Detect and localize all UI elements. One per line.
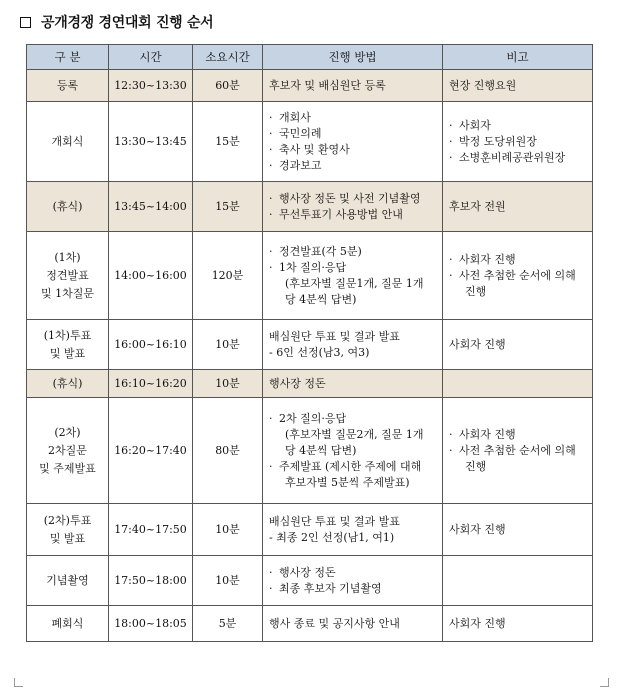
cell-time: 16:10~16:20 bbox=[109, 370, 193, 398]
table-row bbox=[27, 370, 593, 398]
cell-note bbox=[443, 102, 593, 182]
bullet-item: · 사회자 bbox=[447, 118, 588, 134]
text-line: 현장 진행요원 bbox=[449, 78, 517, 92]
gubun-line: 정견발표 bbox=[46, 268, 89, 282]
cell-gubun bbox=[27, 232, 109, 320]
bullet-item: · 사회자 진행 bbox=[447, 252, 588, 268]
table-row bbox=[27, 232, 593, 320]
bullet-item: · 사회자 진행 bbox=[447, 427, 588, 443]
table-row bbox=[27, 606, 593, 642]
bullet-item: · 2차 질의·응답 bbox=[267, 411, 438, 427]
cell-gubun bbox=[27, 556, 109, 606]
schedule-table bbox=[26, 44, 593, 642]
table-row bbox=[27, 556, 593, 606]
table-row bbox=[27, 182, 593, 232]
cell-method bbox=[263, 70, 443, 102]
header-time: 시간 bbox=[109, 45, 193, 70]
bullet-item: · 소병훈비례공관위원장 bbox=[447, 150, 588, 166]
cell-duration: 10분 bbox=[193, 320, 263, 370]
bullet-item: · 주제발표 (제시한 주제에 대해 bbox=[267, 459, 438, 475]
cell-method bbox=[263, 398, 443, 504]
cell-note bbox=[443, 606, 593, 642]
bullet-item: · 개회사 bbox=[267, 110, 438, 126]
gubun-line: (1차) bbox=[54, 250, 81, 264]
bullet-item: · 최종 후보자 기념촬영 bbox=[267, 581, 438, 597]
table-row bbox=[27, 504, 593, 556]
page-title bbox=[20, 10, 213, 34]
text-line: 행사장 정돈 bbox=[269, 376, 326, 390]
bullet-item: · 1차 질의·응답 bbox=[267, 260, 438, 276]
text-line: 사회자 진행 bbox=[449, 616, 506, 630]
header-note: 비고 bbox=[443, 45, 593, 70]
continuation-line: 후보자별 5분씩 주제발표) bbox=[285, 475, 410, 489]
cell-duration: 60분 bbox=[193, 70, 263, 102]
cell-time: 14:00~16:00 bbox=[109, 232, 193, 320]
gubun-line: 및 1차질문 bbox=[41, 286, 94, 300]
cell-method bbox=[263, 370, 443, 398]
cell-method bbox=[263, 182, 443, 232]
gubun-line: 2차질문 bbox=[48, 443, 87, 457]
text-line: - 6인 선정(남3, 여3) bbox=[269, 345, 370, 359]
cell-duration: 15분 bbox=[193, 182, 263, 232]
gubun-line: (2차)투표 bbox=[43, 513, 92, 527]
gubun-line: (1차)투표 bbox=[43, 328, 92, 342]
checkbox-square-icon bbox=[20, 17, 31, 28]
page-corner-mark bbox=[600, 678, 609, 687]
cell-note bbox=[443, 232, 593, 320]
gubun-line: (휴식) bbox=[52, 376, 83, 390]
bullet-item: · 행사장 정돈 bbox=[267, 565, 438, 581]
cell-method bbox=[263, 320, 443, 370]
gubun-line: 및 주제발표 bbox=[39, 461, 96, 475]
cell-time: 16:20~17:40 bbox=[109, 398, 193, 504]
bullet-item: · 행사장 정돈 및 사전 기념촬영 bbox=[267, 191, 438, 207]
title-text: 공개경쟁 경연대회 진행 순서 bbox=[41, 15, 214, 31]
cell-duration: 10분 bbox=[193, 504, 263, 556]
header-method: 진행 방법 bbox=[263, 45, 443, 70]
gubun-line: 기념촬영 bbox=[46, 573, 89, 587]
cell-note bbox=[443, 182, 593, 232]
cell-duration: 10분 bbox=[193, 370, 263, 398]
continuation-line: (후보자별 질문1개, 질문 1개 bbox=[285, 276, 424, 290]
gubun-line: 폐회식 bbox=[51, 616, 84, 630]
text-line: 배심원단 투표 및 결과 발표 bbox=[269, 514, 400, 528]
cell-duration: 10분 bbox=[193, 556, 263, 606]
gubun-line: (휴식) bbox=[52, 199, 83, 213]
cell-time: 13:45~14:00 bbox=[109, 182, 193, 232]
gubun-line: (2차) bbox=[54, 425, 81, 439]
continuation-line: (후보자별 질문2개, 질문 1개 bbox=[285, 427, 424, 441]
cell-gubun bbox=[27, 606, 109, 642]
gubun-line: 및 발표 bbox=[49, 531, 86, 545]
gubun-line: 개회식 bbox=[51, 134, 84, 148]
cell-note bbox=[443, 320, 593, 370]
header-duration: 소요시간 bbox=[193, 45, 263, 70]
cell-method bbox=[263, 232, 443, 320]
continuation-line: 당 4분씩 답변) bbox=[285, 443, 357, 457]
cell-note bbox=[443, 370, 593, 398]
bullet-item: · 박정 도당위원장 bbox=[447, 134, 588, 150]
cell-method bbox=[263, 606, 443, 642]
continuation-line: 진행 bbox=[465, 459, 487, 473]
cell-gubun bbox=[27, 320, 109, 370]
cell-time: 16:00~16:10 bbox=[109, 320, 193, 370]
text-line: 사회자 진행 bbox=[449, 337, 506, 351]
cell-gubun bbox=[27, 398, 109, 504]
cell-duration: 80분 bbox=[193, 398, 263, 504]
header-row bbox=[27, 45, 593, 70]
text-line: 후보자 전원 bbox=[449, 199, 506, 213]
bullet-item: · 국민의례 bbox=[267, 126, 438, 142]
table-row bbox=[27, 320, 593, 370]
cell-time: 17:50~18:00 bbox=[109, 556, 193, 606]
gubun-line: 및 발표 bbox=[49, 346, 86, 360]
cell-gubun bbox=[27, 504, 109, 556]
bullet-item: · 무선투표기 사용방법 안내 bbox=[267, 207, 438, 223]
bullet-item: · 정견발표(각 5분) bbox=[267, 244, 438, 260]
bullet-item: · 축사 및 환영사 bbox=[267, 142, 438, 158]
table-row bbox=[27, 102, 593, 182]
text-line: 행사 종료 및 공지사항 안내 bbox=[269, 616, 400, 630]
cell-note bbox=[443, 504, 593, 556]
cell-time: 13:30~13:45 bbox=[109, 102, 193, 182]
cell-gubun bbox=[27, 182, 109, 232]
cell-note bbox=[443, 556, 593, 606]
continuation-line: 진행 bbox=[465, 284, 487, 298]
cell-method bbox=[263, 556, 443, 606]
cell-gubun bbox=[27, 370, 109, 398]
cell-duration: 120분 bbox=[193, 232, 263, 320]
table-row bbox=[27, 70, 593, 102]
cell-time: 18:00~18:05 bbox=[109, 606, 193, 642]
continuation-line: 당 4분씩 답변) bbox=[285, 292, 357, 306]
cell-note bbox=[443, 398, 593, 504]
table-row bbox=[27, 398, 593, 504]
text-line: - 최종 2인 선정(남1, 여1) bbox=[269, 530, 395, 544]
cell-note bbox=[443, 70, 593, 102]
page-corner-mark bbox=[14, 678, 23, 687]
cell-duration: 15분 bbox=[193, 102, 263, 182]
cell-time: 12:30~13:30 bbox=[109, 70, 193, 102]
bullet-item: · 경과보고 bbox=[267, 158, 438, 174]
bullet-item: · 사전 추첨한 순서에 의해 bbox=[447, 268, 588, 284]
cell-gubun bbox=[27, 102, 109, 182]
header-gubun: 구 분 bbox=[27, 45, 109, 70]
text-line: 후보자 및 배심원단 등록 bbox=[269, 78, 386, 92]
cell-method bbox=[263, 102, 443, 182]
cell-duration: 5분 bbox=[193, 606, 263, 642]
text-line: 배심원단 투표 및 결과 발표 bbox=[269, 329, 400, 343]
bullet-item: · 사전 추첨한 순서에 의해 bbox=[447, 443, 588, 459]
cell-method bbox=[263, 504, 443, 556]
text-line: 사회자 진행 bbox=[449, 522, 506, 536]
cell-gubun bbox=[27, 70, 109, 102]
gubun-line: 등록 bbox=[56, 78, 79, 92]
cell-time: 17:40~17:50 bbox=[109, 504, 193, 556]
